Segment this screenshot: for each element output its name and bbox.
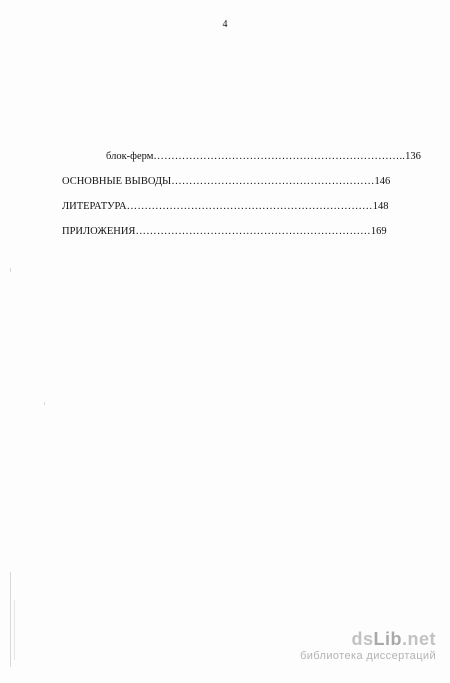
toc-item-leader: …………………………………………………: [171, 176, 375, 187]
toc-item-leader: …………………………………………………………: [135, 226, 371, 237]
toc-item-conclusions: [62, 175, 434, 188]
toc-item-page: 169: [370, 226, 387, 237]
toc-item-page: 136: [405, 151, 421, 162]
toc-item-page: 146: [374, 176, 391, 187]
toc-item-leader: ……………………………………………………………: [126, 201, 373, 212]
toc-item-page: 148: [372, 201, 389, 212]
dslib-watermark: [300, 629, 436, 663]
scan-artifact: [14, 600, 15, 660]
toc-item-title: ПРИЛОЖЕНИЯ: [62, 226, 136, 237]
scan-artifact: [10, 572, 11, 667]
toc-item-title: ЛИТЕРАТУРА: [62, 201, 127, 212]
scan-artifact: [10, 268, 11, 272]
dslib-logo: dsLib.net: [351, 629, 436, 649]
toc-item-leader: ……………………………………………………………..: [153, 151, 406, 162]
toc-item-title: блок-ферм: [106, 151, 154, 162]
toc-item-6-5-continuation: [106, 150, 436, 163]
dslib-caption: библиотека диссертаций: [300, 650, 436, 662]
scan-artifact: [44, 402, 45, 405]
toc-item-title: ОСНОВНЫЕ ВЫВОДЫ: [62, 176, 172, 187]
page-number: 4: [222, 19, 228, 30]
toc-item-appendices: [62, 225, 434, 238]
toc-item-references: [62, 200, 434, 213]
